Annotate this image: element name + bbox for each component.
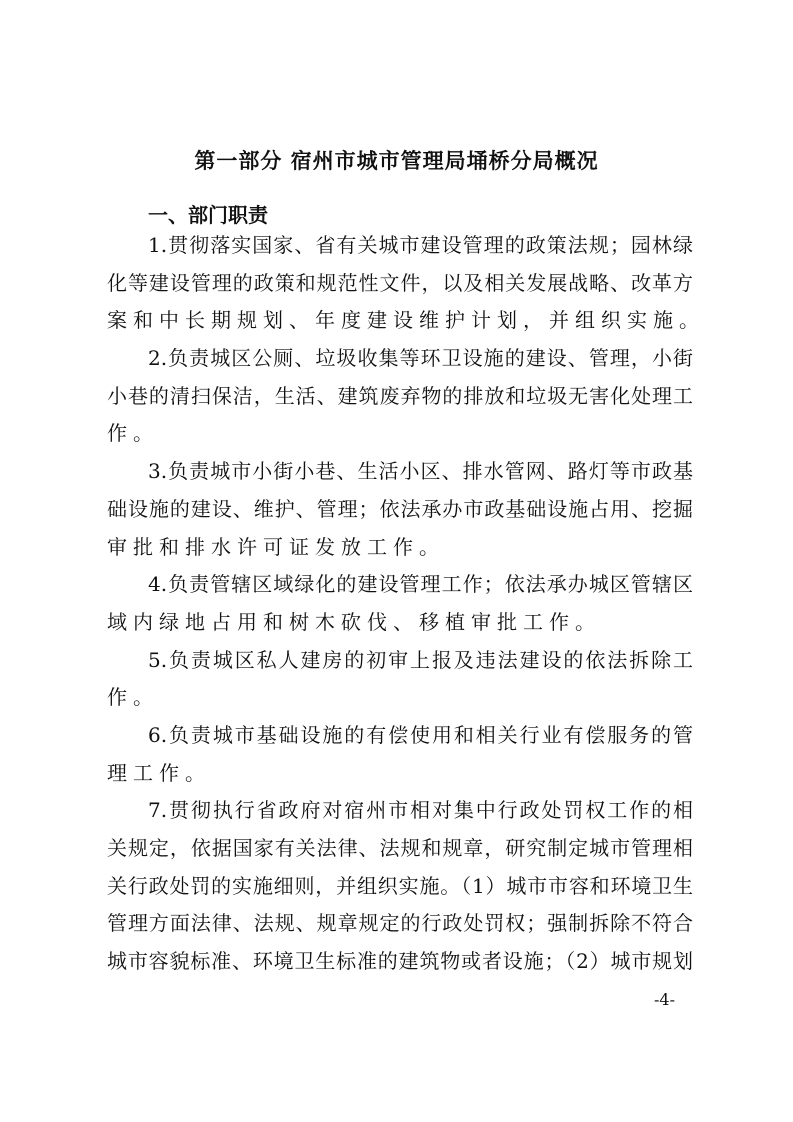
paragraph-line: 小巷的清扫保洁，生活、建筑废弃物的排放和垃圾无害化处理工 — [107, 383, 693, 408]
paragraph — [107, 792, 693, 980]
paragraph-line: 化等建设管理的政策和规范性文件，以及相关发展战略、改革方 — [107, 270, 693, 295]
paragraph-line: 关行政处罚的实施细则，并组织实施。（1）城市市容和环境卫生 — [107, 873, 693, 898]
paragraph-line: 6.负责城市基础设施的有偿使用和相关行业有偿服务的管 — [148, 722, 693, 747]
paragraph-line: 础设施的建设、维护、管理；依法承办市政基础设施占用、挖掘 — [107, 496, 693, 521]
section-heading: 一、部门职责 — [148, 203, 268, 227]
paragraph-line: 管理方面法律、法规、规章规定的行政处罚权；强制拆除不符合 — [107, 911, 693, 936]
paragraph-line: 5.负责城区私人建房的初审上报及违法建设的依法拆除工 — [148, 647, 693, 672]
paragraph-line: 案和中长期规划、年度建设维护计划，并组织实施。 — [107, 308, 705, 333]
paragraph — [107, 340, 693, 453]
paragraph — [107, 642, 693, 717]
paragraph-line: 理工作。 — [107, 760, 211, 785]
paragraph-line: 审批和排水许可证发放工作。 — [107, 534, 445, 559]
paragraph-line: 3.负责城市小街小巷、生活小区、排水管网、路灯等市政基 — [148, 459, 693, 484]
paragraph-line: 域内绿地占用和树木砍伐、移植审批工作。 — [107, 609, 601, 634]
paragraph — [107, 227, 705, 340]
paragraph-line: 关规定，依据国家有关法律、法规和规章，研究制定城市管理相 — [107, 836, 693, 860]
paragraph — [107, 453, 693, 566]
paragraph-line: 城市容貌标准、环境卫生标准的建筑物或者设施；（2）城市规划 — [107, 949, 693, 974]
paragraph — [107, 717, 693, 792]
paragraph-line: 作。 — [107, 421, 159, 446]
page-number: -4- — [654, 990, 675, 1009]
paragraph-line: 4.负责管辖区域绿化的建设管理工作；依法承办城区管辖区 — [148, 572, 693, 597]
page-title: 第一部分 宿州市城市管理局埇桥分局概况 — [194, 149, 599, 173]
paragraph-line: 2.负责城区公厕、垃圾收集等环卫设施的建设、管理，小街 — [148, 346, 693, 371]
paragraph — [107, 566, 693, 641]
document-body — [107, 227, 705, 981]
paragraph-line: 1.贯彻落实国家、省有关城市建设管理的政策法规；园林绿 — [148, 233, 693, 257]
paragraph-line: 作。 — [107, 685, 159, 710]
paragraph-line: 7.贯彻执行省政府对宿州市相对集中行政处罚权工作的相 — [148, 798, 693, 823]
